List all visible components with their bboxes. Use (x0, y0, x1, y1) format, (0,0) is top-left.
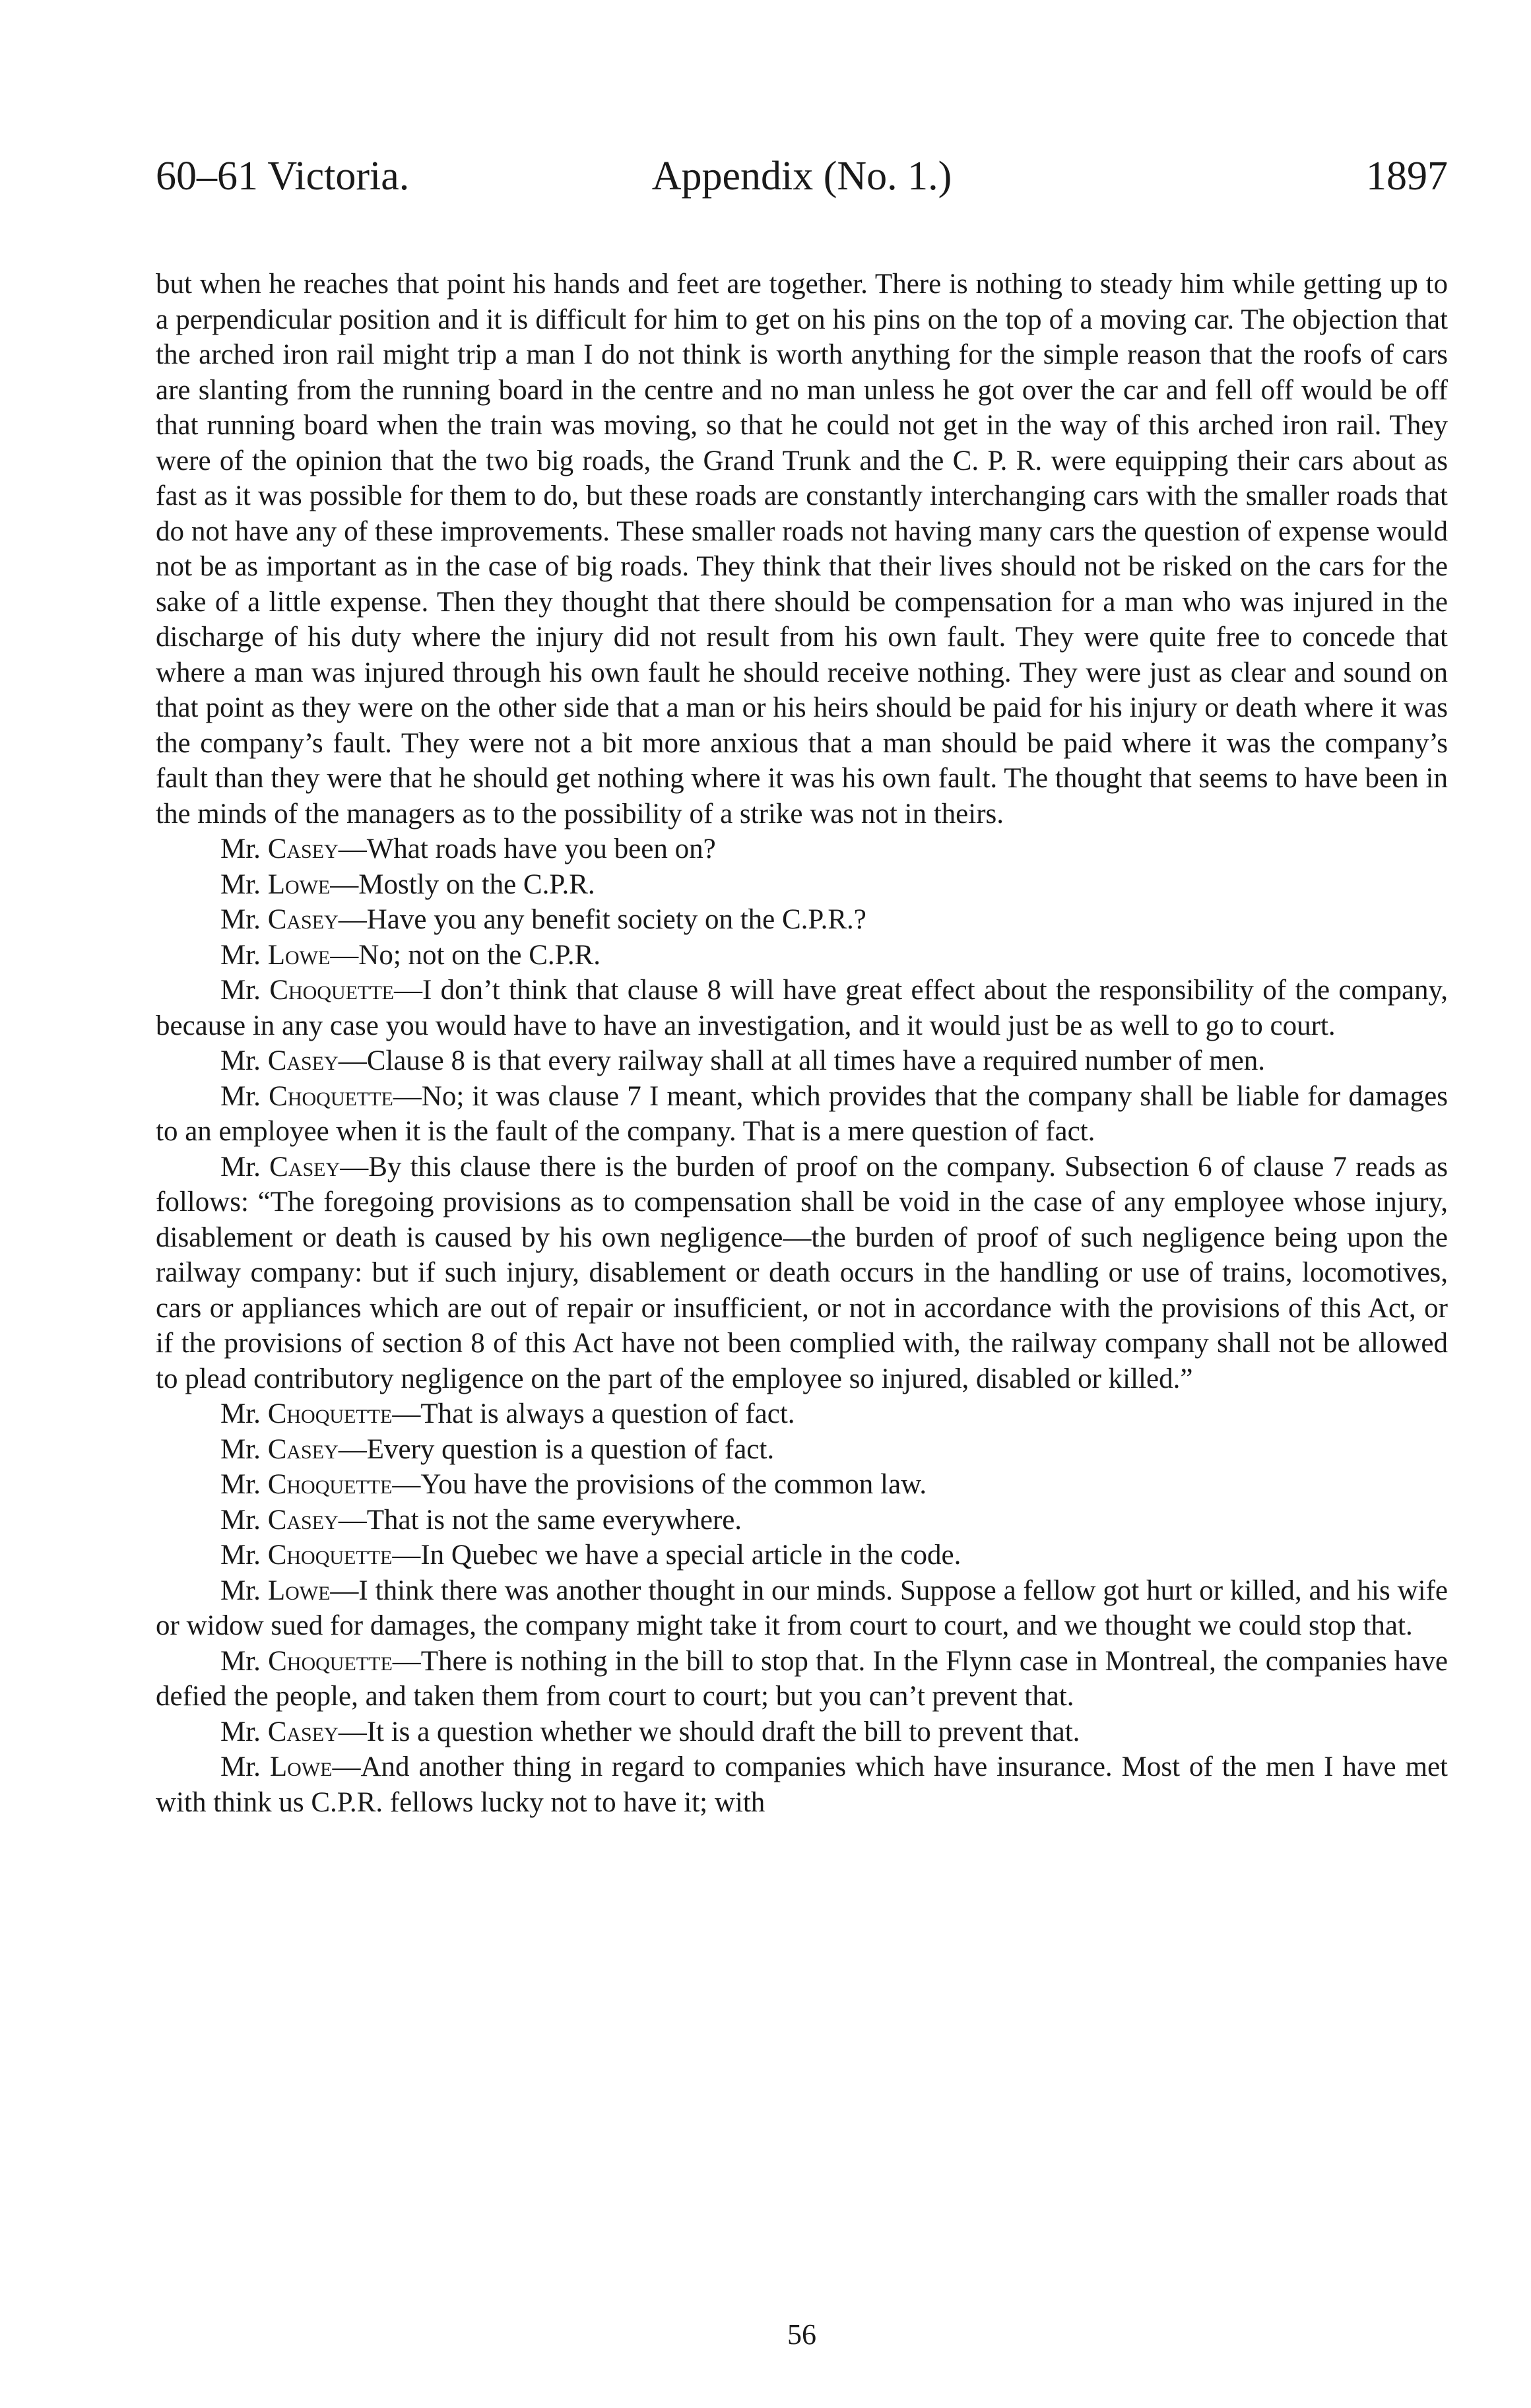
speaker-title: Mr. (220, 1540, 261, 1571)
speech-paragraph (156, 1503, 1448, 1538)
em-dash: — (338, 1504, 367, 1536)
em-dash: — (393, 1080, 422, 1112)
speech-paragraph (156, 902, 1448, 938)
speaker-name: Lowe (267, 939, 331, 971)
speech-paragraph (156, 1714, 1448, 1750)
running-header (156, 146, 1448, 206)
speaker-title: Mr. (220, 1433, 261, 1465)
body-text (156, 267, 1448, 1820)
header-appendix: Appendix (No. 1.) (651, 154, 952, 199)
header-session: 60–61 Victoria. (156, 154, 410, 199)
speech-text: I don’t think that clause 8 will have great effect about the responsibility of the company, because in any case you would have to have an investigation, and it would just be as well to go to court. (156, 975, 1448, 1041)
speech-text: In Quebec we have a special article in the code. (420, 1540, 961, 1571)
speech-paragraph (156, 1150, 1448, 1397)
speaker-title: Mr. (220, 904, 261, 935)
speaker-title: Mr. (220, 833, 261, 864)
speaker-title: Mr. (220, 1575, 261, 1606)
speaker-name: Casey (267, 1716, 339, 1747)
speaker-name: Choquette (268, 1645, 393, 1677)
speech-text: Every question is a question of fact. (366, 1433, 775, 1465)
speech-text: What roads have you been on? (366, 833, 716, 864)
speech-paragraph (156, 1749, 1448, 1820)
em-dash: — (392, 1469, 421, 1500)
speech-paragraph (156, 1538, 1448, 1573)
speech-text: You have the provisions of the common law. (420, 1469, 927, 1500)
speech-text: No; not on the C.P.R. (358, 939, 601, 971)
speech-text: It is a question whether we should draft the bill to prevent that. (366, 1716, 1080, 1747)
speaker-name: Casey (267, 904, 339, 935)
em-dash: — (330, 939, 359, 971)
speaker-name: Lowe (267, 868, 331, 900)
speech-paragraph (156, 973, 1448, 1043)
em-dash: — (338, 1045, 367, 1076)
speech-text: That is not the same everywhere. (366, 1504, 742, 1536)
speaker-name: Lowe (269, 1751, 333, 1782)
page-number: 56 (787, 2318, 816, 2351)
speaker-name: Casey (267, 1504, 339, 1536)
speaker-title: Mr. (220, 1751, 261, 1782)
speaker-title: Mr. (220, 1469, 261, 1500)
speaker-title: Mr. (220, 975, 261, 1006)
speech-text: There is nothing in the bill to stop that. In the Flynn case in Montreal, the companies have defied the people, and taken them from court to court; but you can’t prevent that. (156, 1645, 1448, 1712)
speech-text: Clause 8 is that every railway shall at all times have a required number of men. (366, 1045, 1265, 1076)
speech-text: By this clause there is the burden of proof on the company. Subsection 6 of clause 7 reads as follows: “The foregoing provisions as to compensation shall be void in the case of any employee whose injury, disablement or death is caused by his own negligence—the burden of proof of such negligence being upon the railway company: but if such injury, disablement or death occurs in the handling or use of trains, locomotives, cars or appliances which are out of repair or insufficient, or not in accordance with the provisions of this Act, or if the provisions of section 8 of this Act have not been complied with, the railway company shall not be allowed to plead contributory negligence on the part of the employee so injured, disabled or killed.” (156, 1151, 1448, 1394)
speaker-name: Choquette (269, 975, 394, 1006)
speech-text: That is always a question of fact. (420, 1398, 795, 1429)
em-dash: — (330, 1575, 359, 1606)
speech-paragraph (156, 1644, 1448, 1714)
em-dash: — (338, 833, 367, 864)
speaker-title: Mr. (220, 1045, 261, 1076)
em-dash: — (392, 1398, 421, 1429)
speech-paragraph (156, 1396, 1448, 1432)
speech-paragraph (156, 1043, 1448, 1079)
em-dash: — (392, 1540, 421, 1571)
speech-paragraph (156, 831, 1448, 867)
speech-text: Have you any benefit society on the C.P.R.? (366, 904, 866, 935)
speech-paragraph (156, 938, 1448, 973)
speaker-title: Mr. (220, 1151, 261, 1183)
speaker-title: Mr. (220, 1504, 261, 1536)
speaker-name: Lowe (267, 1575, 331, 1606)
speaker-name: Choquette (267, 1469, 393, 1500)
speech-text: And another thing in regard to companies which have insurance. Most of the men I have met with think us C.P.R. fellows lucky not to have it; with (156, 1751, 1448, 1818)
speech-text: I think there was another thought in our minds. Suppose a fellow got hurt or killed, and his wife or widow sued for damages, the company might take it from court to court, and we thought we could stop that. (156, 1575, 1449, 1641)
speaker-name: Casey (267, 1045, 339, 1076)
speech-paragraph (156, 1573, 1448, 1644)
speaker-name: Choquette (269, 1080, 393, 1112)
speaker-title: Mr. (220, 1716, 261, 1747)
opening-paragraph: but when he reaches that point his hands and feet are together. There is nothing to steady him while getting up to a perpendicular position and it is difficult for him to get on his pins on the top of a moving car. The objection that the arched iron rail might trip a man I do not think is worth anything for the simple reason that the roofs of cars are slanting from the running board in the centre and no man unless he got over the car and fell off would be off that running board when the train was moving, so that he could not get in the way of this arched iron rail. They were of the opinion that the two big roads, the Grand Trunk and the C. P. R. were equipping their cars about as fast as it was possible for them to do, but these roads are constantly interchanging cars with the smaller roads that do not have any of these improvements. These smaller roads not having many cars the question of expense would not be as important as in the case of big roads. They think that their lives should not be risked on the cars for the sake of a little expense. Then they thought that there should be compensation for a man who was injured in the discharge of his duty where the injury did not result from his own fault. They were quite free to concede that where a man was injured through his own fault he should receive nothing. They were just as clear and sound on that point as they were on the other side that a man or his heirs should be paid for his injury or death where it was the company’s fault. They were not a bit more anxious that a man should be paid where it was the company’s fault than they were that he should get nothing where it was his own fault. The thought that seems to have been in the minds of the managers as to the possibility of a strike was not in theirs. (156, 269, 1448, 830)
speech-paragraph (156, 867, 1448, 903)
speaker-title: Mr. (220, 1645, 261, 1677)
em-dash: — (340, 1151, 369, 1183)
speaker-name: Choquette (267, 1540, 393, 1571)
speaker-name: Casey (267, 833, 339, 864)
document-page (156, 146, 1448, 2377)
speaker-name: Choquette (267, 1398, 393, 1429)
em-dash: — (338, 904, 367, 935)
speaker-name: Casey (269, 1151, 341, 1183)
em-dash: — (392, 1645, 421, 1677)
em-dash: — (330, 868, 359, 900)
speech-text: Mostly on the C.P.R. (358, 868, 595, 900)
speech-text: No; it was clause 7 I meant, which provides that the company shall be liable for damages to an employee when it is the fault of the company. That is a mere question of fact. (156, 1080, 1448, 1147)
speech-paragraph (156, 1079, 1448, 1150)
em-dash: — (338, 1716, 367, 1747)
speaker-title: Mr. (220, 1398, 261, 1429)
speaker-title: Mr. (220, 868, 261, 900)
speech-paragraph (156, 1432, 1448, 1468)
speech-paragraph (156, 1467, 1448, 1503)
em-dash: — (338, 1433, 367, 1465)
em-dash: — (332, 1751, 361, 1782)
em-dash: — (393, 975, 422, 1006)
speaker-title: Mr. (220, 1080, 261, 1112)
header-year: 1897 (1366, 154, 1448, 199)
speaker-title: Mr. (220, 939, 261, 971)
speaker-name: Casey (267, 1433, 339, 1465)
